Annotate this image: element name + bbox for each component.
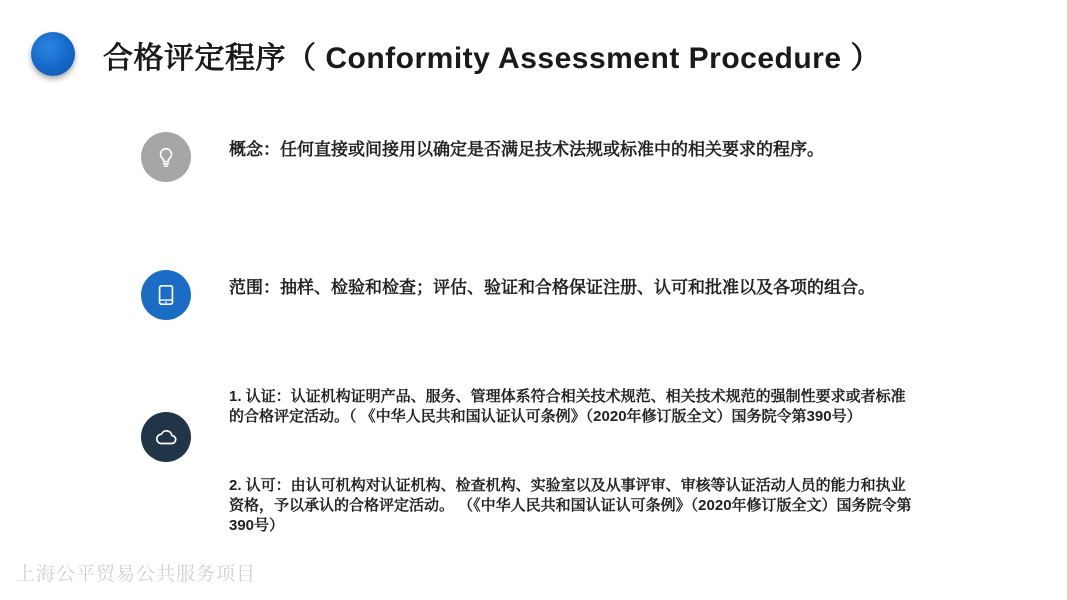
certification-text: 1. 认证：认证机构证明产品、服务、管理体系符合相关技术规范、相关技术规范的强制性要求或者标准的合格评定活动。（ 《中华人民共和国认证认可条例》（2020年修订版全文）国务院令第390号） <box>229 388 906 425</box>
accreditation-text: 2. 认可：由认可机构对认证机构、检查机构、实验室以及从事评审、审核等认证活动人员的能力和执业资格，予以承认的合格评定活动。 （《中华人民共和国认证认可条例》（2020年修订版全文）国务院令第390号） <box>229 477 912 534</box>
footer-watermark: 上海公平贸易公共服务项目 <box>16 564 257 585</box>
concept-text: 概念：任何直接或间接用以确定是否满足技术法规或标准中的相关要求的程序。 <box>229 140 824 159</box>
lightbulb-icon <box>141 132 191 182</box>
slide-title: 合格评定程序（ Conformity Assessment Procedure ） <box>103 42 881 75</box>
scope-text: 范围：抽样、检验和检查；评估、验证和合格保证注册、认可和批准以及各项的组合。 <box>229 278 875 297</box>
cloud-icon <box>141 412 191 462</box>
title-bullet <box>31 32 75 76</box>
tablet-icon <box>141 270 191 320</box>
